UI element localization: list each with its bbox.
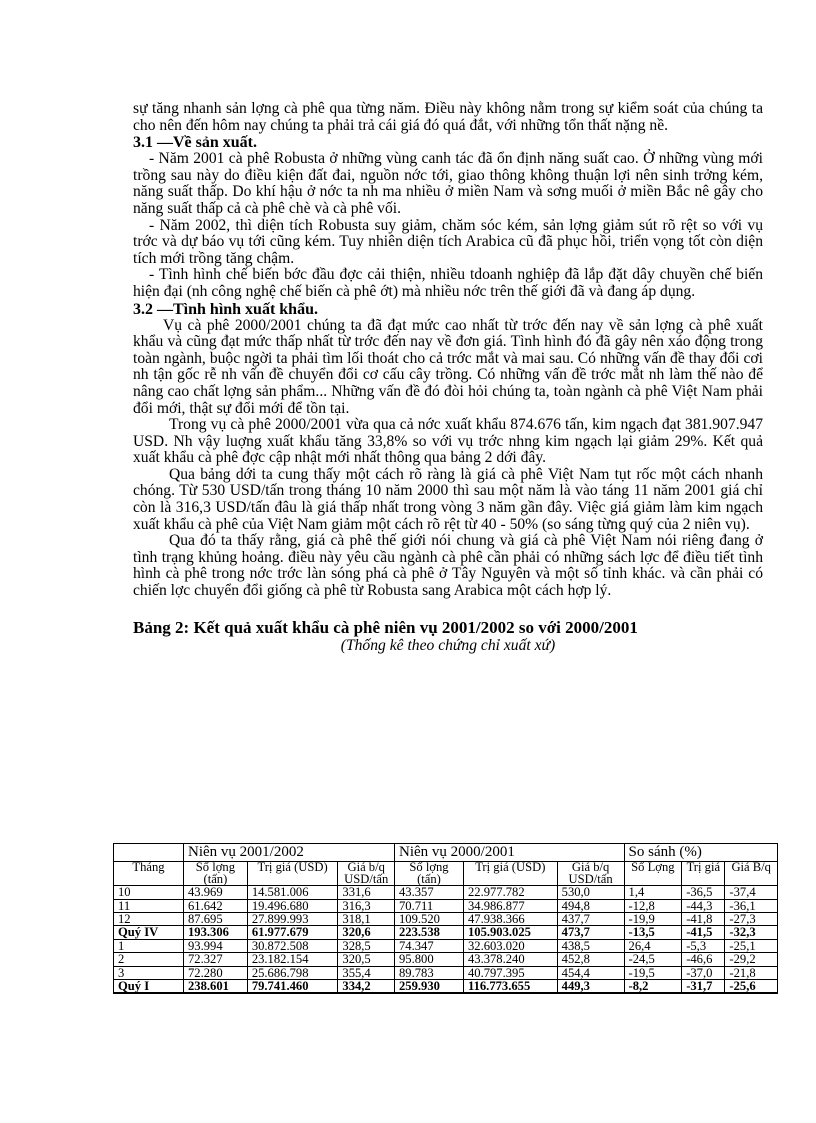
export-results-table: [113, 843, 778, 994]
table-row: [114, 939, 778, 952]
table-cell: 223.538: [395, 926, 464, 939]
table-cell: 116.773.655: [463, 980, 557, 994]
table-cell: 70.711: [395, 899, 464, 912]
table-cell: 30.872.508: [247, 939, 338, 952]
col-header-value-change: Trị giá: [682, 862, 725, 886]
table-cell: 89.783: [395, 966, 464, 979]
table-cell-month: Quý IV: [114, 926, 184, 939]
document-page: [133, 101, 763, 665]
paragraph-intro: sự tăng nhanh sản lợng cà phê qua từng năm. Điều này không nằm trong sự kiểm soát của chúng ta cho nên đến hôm nay chúng ta phải trả cái giá đó quá đắt, với những tổn thất nặng nề.: [133, 100, 763, 134]
table-cell: -21,8: [725, 966, 778, 979]
table-cell: -37,4: [725, 886, 778, 899]
table-cell: 238.601: [184, 980, 248, 994]
table-cell: -19,5: [624, 966, 682, 979]
table-cell: 355,4: [338, 966, 395, 979]
table-cell: 328,5: [338, 939, 395, 952]
col-header-avg-price: Giá b/q USD/tấn: [557, 862, 624, 886]
table-cell: 61.977.679: [247, 926, 338, 939]
table-cell: -37,0: [682, 966, 725, 979]
table-cell: -25,6: [725, 980, 778, 994]
table-cell: 32.603.020: [463, 939, 557, 952]
table-cell: 1,4: [624, 886, 682, 899]
paragraph-price-drop: Qua bảng dới ta cung thấy một cách rõ ràng là giá cà phê Việt Nam tụt rốc một cách nhanh chóng. Từ 530 USD/tấn trong tháng 10 năm 2000 thì sau một năm là vào táng 11 năm 2001 giá chỉ còn là 316,3 USD/tấn đâu là giá thấp nhất trong vòng 3 năm gần đây. Việc giá giảm làm kim ngạch xuất khẩu cà phê của Việt Nam giảm một cách rõ rệt từ 40 - 50% (so sáng từng quý của 2 niên vụ).: [133, 465, 763, 533]
table-cell: 109.520: [395, 913, 464, 926]
table-cell: 334,2: [338, 980, 395, 994]
table-cell: 72.280: [184, 966, 248, 979]
col-header-volume: Số lợng (tấn): [395, 862, 464, 886]
table-cell: 320,5: [338, 953, 395, 966]
table-cell: 19.496.680: [247, 899, 338, 912]
table-cell: 23.182.154: [247, 953, 338, 966]
table-cell: 72.327: [184, 953, 248, 966]
col-header-price-change: Giá B/q: [725, 862, 778, 886]
table-cell: 61.642: [184, 899, 248, 912]
table-cell: 449,3: [557, 980, 624, 994]
table-title: Bảng 2: Kết quả xuất khẩu cà phê niên vụ 2001/2002 so với 2000/2001: [133, 617, 638, 637]
table-cell: 40.797.395: [463, 966, 557, 979]
table-cell: 452,8: [557, 953, 624, 966]
heading-3-1: 3.1 —Về sản xuất.: [133, 134, 258, 152]
table-cell: 316,3: [338, 899, 395, 912]
table-cell: 437,7: [557, 913, 624, 926]
table-cell: 43.969: [184, 886, 248, 899]
table-cell: 193.306: [184, 926, 248, 939]
table-cell: 331,6: [338, 886, 395, 899]
table-cell: 259.930: [395, 980, 464, 994]
table-cell: -46,6: [682, 953, 725, 966]
paragraph-export-season: Vụ cà phê 2000/2001 chúng ta đã đạt mức cao nhất từ trớc đến nay về sản lợng cà phê xuất khẩu và cũng đạt mức thấp nhất từ trớc đến nay về đơn giá. Tình hình đó đã gây nên xáo động trong toàn ngành, buộc ngời ta phải tìm lối thoát cho cả trớc mắt và mai sau. Có những vấn đề thay đổi cơi nh tận gốc rễ nh vấn đề chuyển đổi cơ cấu cây trồng. Có những vấn đề trớc mắt nh làm thế nào để nâng cao chất lợng sản phẩm... Những vấn đề đó đòi hỏi chúng ta, toàn ngành cà phê Việt Nam phải đổi mới, thật sự đổi mới để tồn tại.: [133, 316, 763, 417]
table-cell: 473,7: [557, 926, 624, 939]
table-cell: -36,1: [725, 899, 778, 912]
table-row: [114, 926, 778, 939]
table-cell: 93.994: [184, 939, 248, 952]
table-cell: -36,5: [682, 886, 725, 899]
table-row: [114, 980, 778, 994]
paragraph-export-volume: Trong vụ cà phê 2000/2001 vừa qua cả nớc xuất khẩu 874.676 tấn, kim ngạch đạt 381.907.947 USD. Nh vậy luợng xuất khẩu tăng 33,8% so với vụ trớc nhng kim ngạch lại giảm 29%. Kết quả xuất khẩu cà phê đợc cập nhật mới nhất thông qua bảng 2 dới đây.: [133, 416, 763, 467]
col-header-month: Tháng: [114, 862, 184, 886]
table-cell: 318,1: [338, 913, 395, 926]
table-cell-month: 3: [114, 966, 184, 979]
table-cell: 454,4: [557, 966, 624, 979]
col-header-volume: Số lợng (tấn): [184, 862, 248, 886]
table-cell: -12,8: [624, 899, 682, 912]
table-cell: 105.903.025: [463, 926, 557, 939]
table-cell: -8,2: [624, 980, 682, 994]
table-cell: 87.695: [184, 913, 248, 926]
table-cell: 494,8: [557, 899, 624, 912]
table-column-header-row: [114, 862, 778, 886]
table-cell: 320,6: [338, 926, 395, 939]
col-header-value: Trị giá (USD): [463, 862, 557, 886]
table-cell: -41,5: [682, 926, 725, 939]
table-cell: -27,3: [725, 913, 778, 926]
col-header-volume-change: Số Lợng: [624, 862, 682, 886]
table-cell-month: 11: [114, 899, 184, 912]
table-cell: 26,4: [624, 939, 682, 952]
table-group-header-row: [114, 844, 778, 862]
paragraph-conclusion: Qua đó ta thấy rằng, giá cà phê thế giới nói chung và giá cà phê Việt Nam nói riêng đang ở tình trạng khủng hoảng. điều này yêu cầu ngành cà phê cần phải có những sách lợc để điều tiết tình hình cà phê trong nớc trớc làn sóng phá cà phê ở Tây Nguyên và một số tỉnh khác. và cần phải có chiến lợc chuyển đổi giống cà phê từ Robusta sang Arabica một cách hợp lý.: [133, 532, 763, 600]
table-row: [114, 913, 778, 926]
group-header-2001-2002: Niên vụ 2001/2002: [184, 844, 395, 862]
group-header-comparison: So sánh (%): [624, 844, 777, 862]
table-cell-month: 12: [114, 913, 184, 926]
table-cell: -31,7: [682, 980, 725, 994]
table-cell-month: Quý I: [114, 980, 184, 994]
table-cell: 27.899.993: [247, 913, 338, 926]
table-cell: 47.938.366: [463, 913, 557, 926]
table-cell: 79.741.460: [247, 980, 338, 994]
table-cell: 95.800: [395, 953, 464, 966]
table-row: [114, 886, 778, 899]
group-header-2000-2001: Niên vụ 2000/2001: [395, 844, 625, 862]
table-cell: 530,0: [557, 886, 624, 899]
table-cell: 25.686.798: [247, 966, 338, 979]
paragraph-processing: - Tình hình chế biến bớc đầu đợc cải thiện, nhiều tdoanh nghiệp đã lắp đặt dây chuyền chế biến hiện đại (nh công nghệ chế biến cà phê ớt) mà nhiều nớc trên thế giới đã và đang áp dụng.: [133, 266, 763, 300]
heading-3-2: 3.2 —Tình hình xuất khẩu.: [133, 300, 318, 318]
table-row: [114, 899, 778, 912]
table-cell: -29,2: [725, 953, 778, 966]
table-cell: -44,3: [682, 899, 725, 912]
table-corner-cell: [114, 844, 184, 862]
table-cell: 438,5: [557, 939, 624, 952]
table-body: [114, 886, 778, 994]
table-cell: -24,5: [624, 953, 682, 966]
table-cell: -32,3: [725, 926, 778, 939]
table-cell: -5,3: [682, 939, 725, 952]
table-subtitle: (Thống kê theo chứng chỉ xuất xứ): [340, 636, 556, 654]
col-header-value: Trị giá (USD): [247, 862, 338, 886]
paragraph-production-2002: - Năm 2002, thì diện tích Robusta suy giảm, chăm sóc kém, sản lợng giảm sút rõ rệt so với vụ trớc và dự báo vụ tới cũng kém. Tuy nhiên diện tích Arabica cũ đã phục hồi, triển vọng tốt còn diện tích mới trồng tăng chậm.: [133, 216, 763, 267]
table-row: [114, 953, 778, 966]
paragraph-production-2001: - Năm 2001 cà phê Robusta ở những vùng canh tác đã ổn định năng suất cao. Ở những vùng mới trồng sau này do điều kiện đất đai, nguồn nớc tới, giao thông không thuận lợi nên sinh trởng kém, năng suất thấp. Do khí hậu ở nớc ta nh ma nhiều ở miền Nam và sơng muối ở miền Bắc nê gây cho năng suất thấp cả cà phê chè và cà phê vối.: [133, 150, 763, 217]
table-cell: -25,1: [725, 939, 778, 952]
table-cell-month: 1: [114, 939, 184, 952]
table-cell: -13,5: [624, 926, 682, 939]
table-cell: 34.986.877: [463, 899, 557, 912]
table-row: [114, 966, 778, 979]
col-header-avg-price: Giá b/q USD/tấn: [338, 862, 395, 886]
table-cell: 22.977.782: [463, 886, 557, 899]
table-cell: 43.378.240: [463, 953, 557, 966]
table-cell: -41,8: [682, 913, 725, 926]
table-cell: 74.347: [395, 939, 464, 952]
table-cell: 14.581.006: [247, 886, 338, 899]
table-cell-month: 2: [114, 953, 184, 966]
table-cell: -19,9: [624, 913, 682, 926]
table-cell-month: 10: [114, 886, 184, 899]
table-cell: 43.357: [395, 886, 464, 899]
